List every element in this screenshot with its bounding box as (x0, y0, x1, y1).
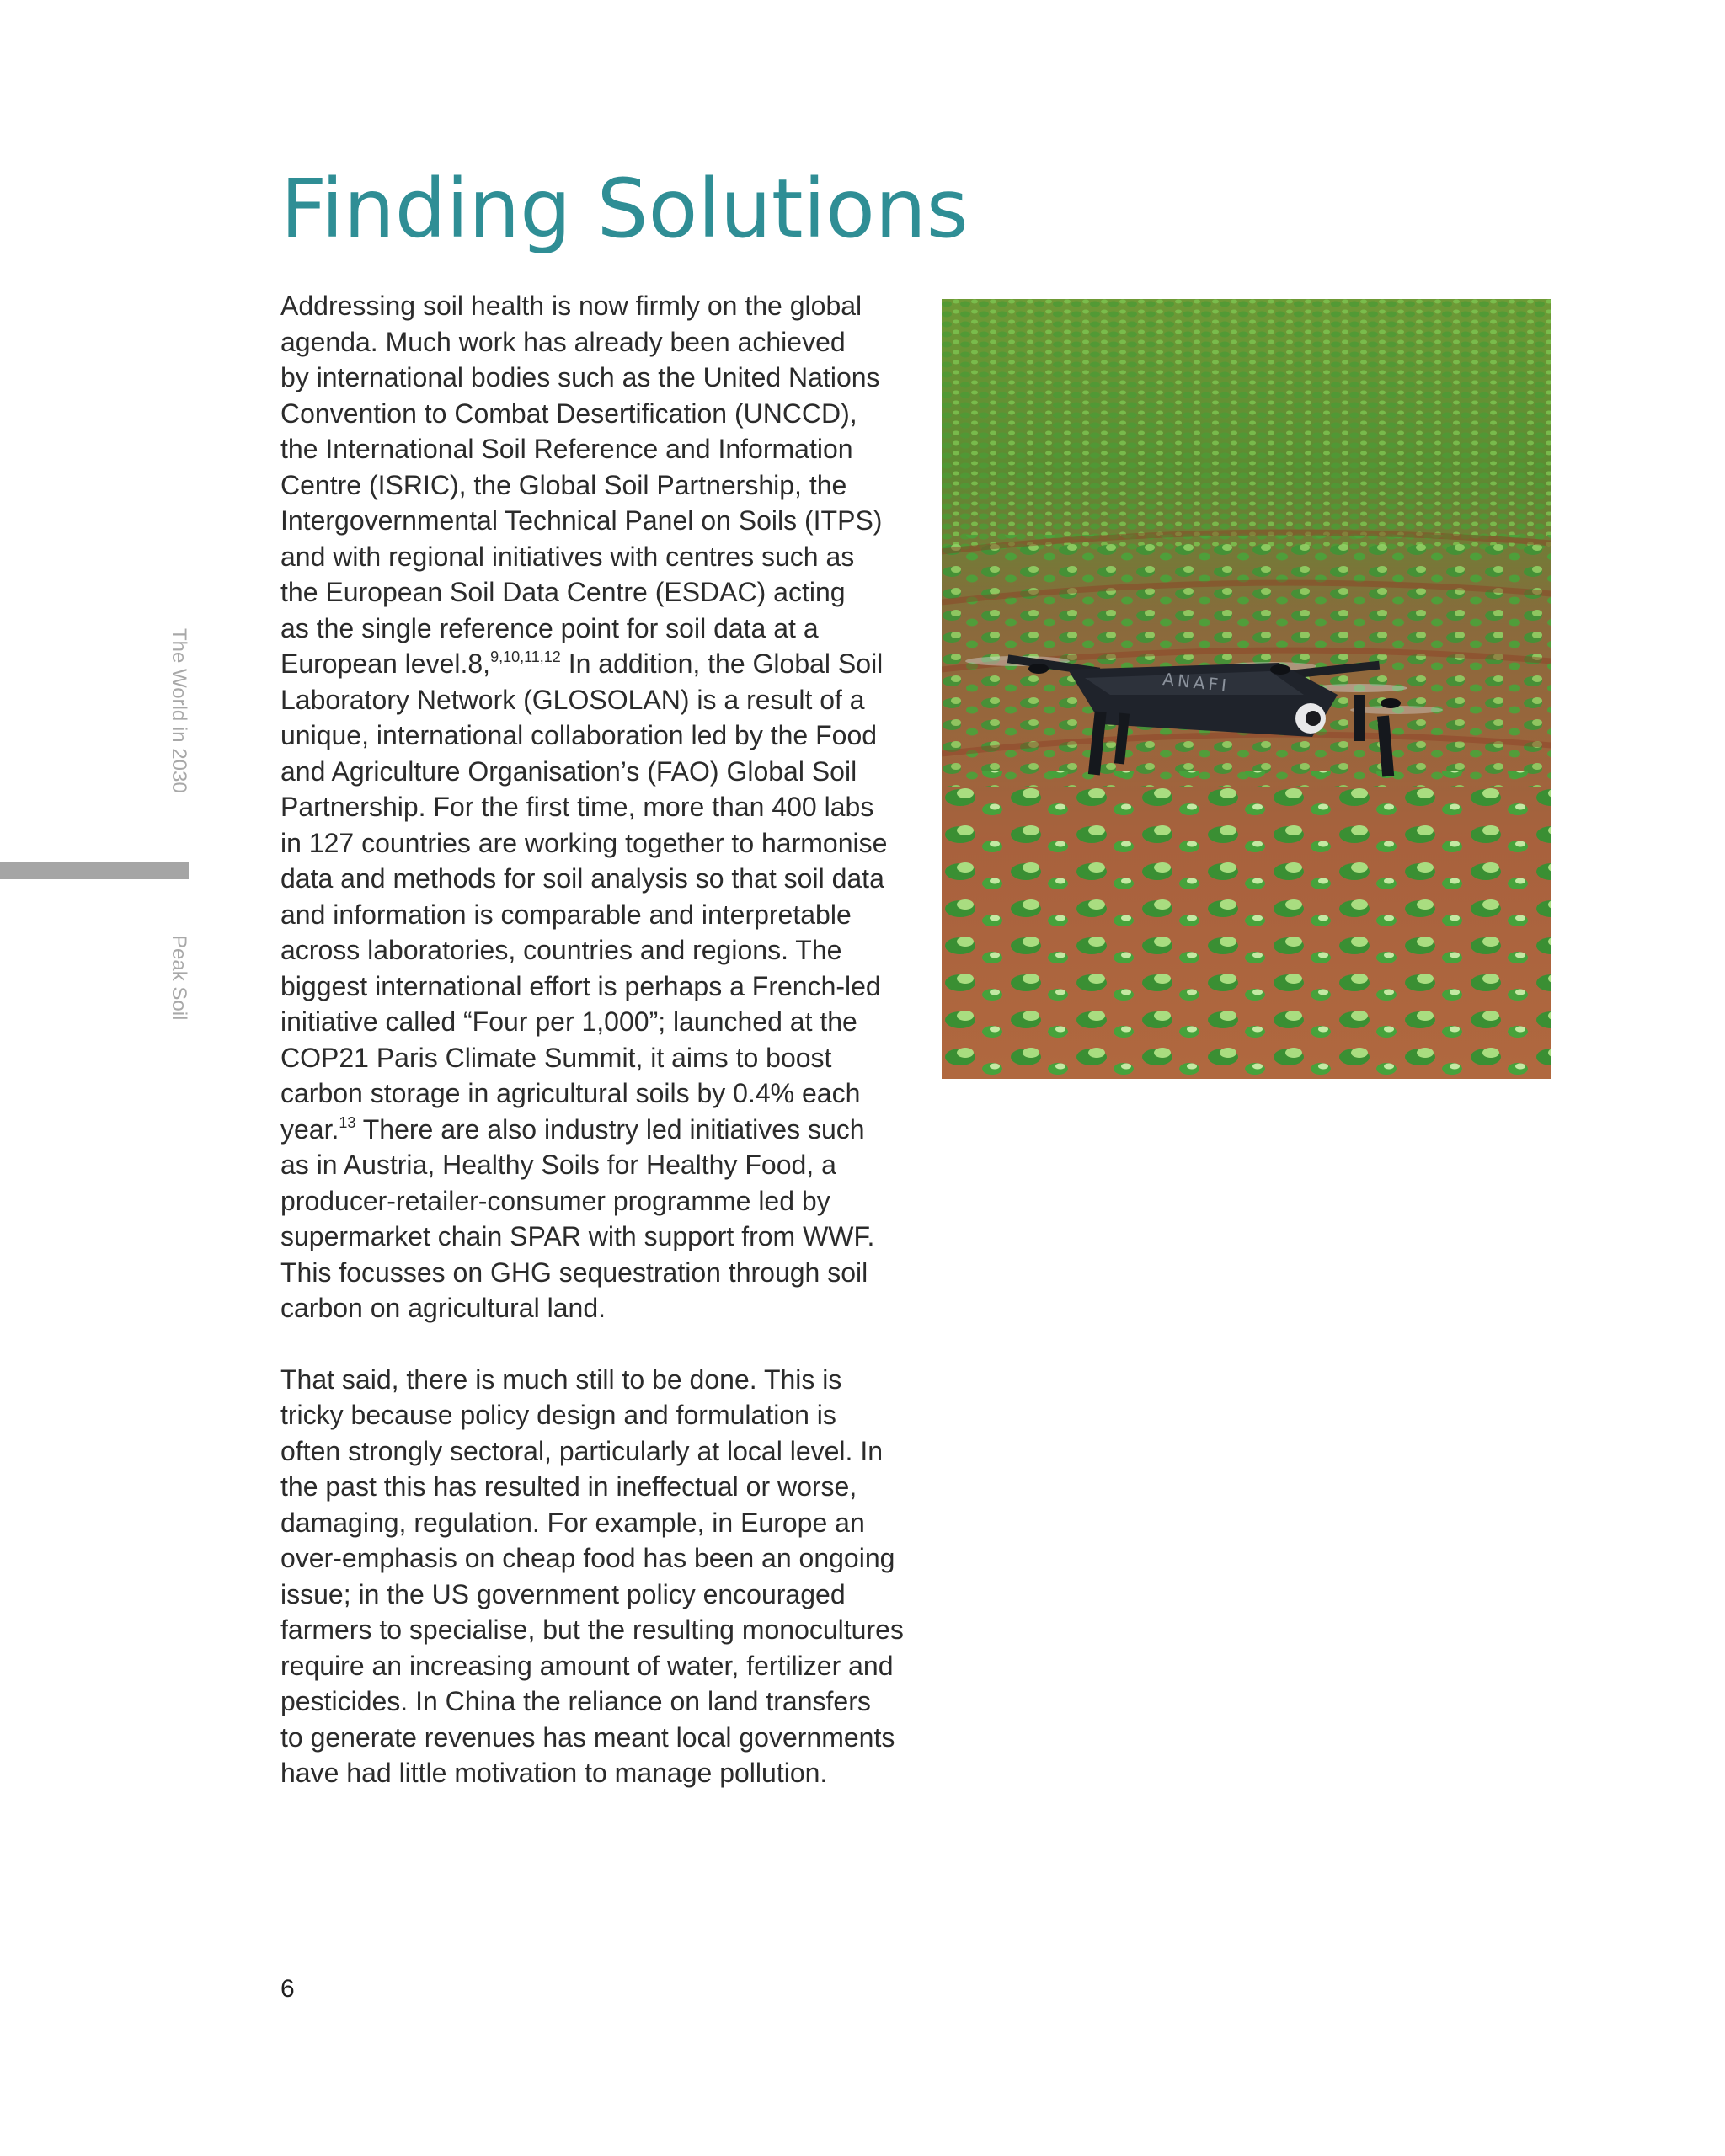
text-line-with-citation (280, 1112, 921, 1148)
text-line: often strongly sectoral, particularly at local level. In (280, 1435, 883, 1466)
text-line: carbon storage in agricultural soils by 0.4% each (280, 1078, 861, 1108)
text-line: producer-retailer-consumer programme led by (280, 1185, 830, 1216)
sidebar-marker-bar (0, 862, 189, 879)
text-line: Convention to Combat Desertification (UNCCD), (280, 398, 857, 429)
drone-over-field-photo (942, 299, 1551, 1079)
running-header-section: The World in 2030 (168, 628, 190, 793)
text-line: the European Soil Data Centre (ESDAC) acting (280, 577, 846, 607)
text-line: biggest international effort is perhaps a French-led (280, 970, 881, 1001)
text-line: issue; in the US government policy encouraged (280, 1578, 846, 1609)
text-line: as the single reference point for soil data at a (280, 612, 819, 643)
text-line: and with regional initiatives with centres such as (280, 541, 855, 572)
text-line: Laboratory Network (GLOSOLAN) is a result of a (280, 684, 865, 715)
citation-superscript: 9,10,11,12 (490, 648, 561, 665)
citation-superscript: 13 (339, 1113, 356, 1131)
text-segment: There are also industry led initiatives such (355, 1113, 865, 1145)
text-line: Partnership. For the first time, more than 400 labs (280, 792, 874, 822)
page-title: Finding Solutions (280, 162, 969, 256)
text-segment: year. (280, 1113, 339, 1145)
text-line: pesticides. In China the reliance on land transfers (280, 1686, 871, 1716)
text-line: This focusses on GHG sequestration through soil (280, 1257, 868, 1288)
text-line: Addressing soil health is now firmly on the global (280, 291, 862, 321)
text-line: as in Austria, Healthy Soils for Healthy Food, a (280, 1150, 836, 1180)
text-segment: In addition, the Global Soil (560, 648, 884, 679)
paragraph-1 (280, 288, 921, 1326)
text-line: to generate revenues has meant local governments (280, 1721, 895, 1753)
text-line: farmers to specialise, but the resulting monocultures (280, 1614, 904, 1645)
text-line: damaging, regulation. For example, in Europe an (280, 1507, 865, 1538)
text-line: and Agriculture Organisation’s (FAO) Global Soil (280, 755, 857, 787)
text-line: initiative called “Four per 1,000”; launched at the (280, 1006, 857, 1037)
text-line: unique, international collaboration led by the Food (280, 720, 878, 750)
drone-brand-label: ANAFI (1162, 669, 1231, 696)
text-line: by international bodies such as the United Nations (280, 362, 880, 392)
text-line: in 127 countries are working together to harmonise (280, 827, 888, 858)
text-line-with-citation (280, 646, 921, 682)
text-line: require an increasing amount of water, fertilizer and (280, 1650, 894, 1681)
text-line: across laboratories, countries and regions. The (280, 935, 842, 965)
page-number: 6 (280, 1975, 295, 2003)
text-line: supermarket chain SPAR with support from WWF. (280, 1221, 875, 1251)
text-line: and information is comparable and interpretable (280, 899, 852, 930)
text-line: Intergovernmental Technical Panel on Soils (ITPS) (280, 505, 883, 536)
text-line: That said, there is much still to be done. This is (280, 1364, 842, 1395)
text-line: the International Soil Reference and Information (280, 434, 853, 464)
text-segment: European level.8, (280, 648, 491, 679)
text-line: over-emphasis on cheap food has been an ongoing (280, 1543, 895, 1573)
text-line: agenda. Much work has already been achieved (280, 326, 846, 357)
text-line: the past this has resulted in ineffectual or worse, (280, 1471, 857, 1502)
running-header-chapter: Peak Soil (168, 935, 190, 1021)
text-line: data and methods for soil analysis so that soil data (280, 863, 884, 894)
text-line: carbon on agricultural land. (280, 1293, 606, 1323)
article-body (280, 288, 921, 1791)
text-line: Centre (ISRIC), the Global Soil Partnership, the (280, 469, 847, 500)
text-line: have had little motivation to manage pollution. (280, 1758, 828, 1788)
text-line: tricky because policy design and formulation is (280, 1400, 836, 1430)
text-line: COP21 Paris Climate Summit, it aims to boost (280, 1042, 832, 1073)
paragraph-2 (280, 1362, 921, 1791)
